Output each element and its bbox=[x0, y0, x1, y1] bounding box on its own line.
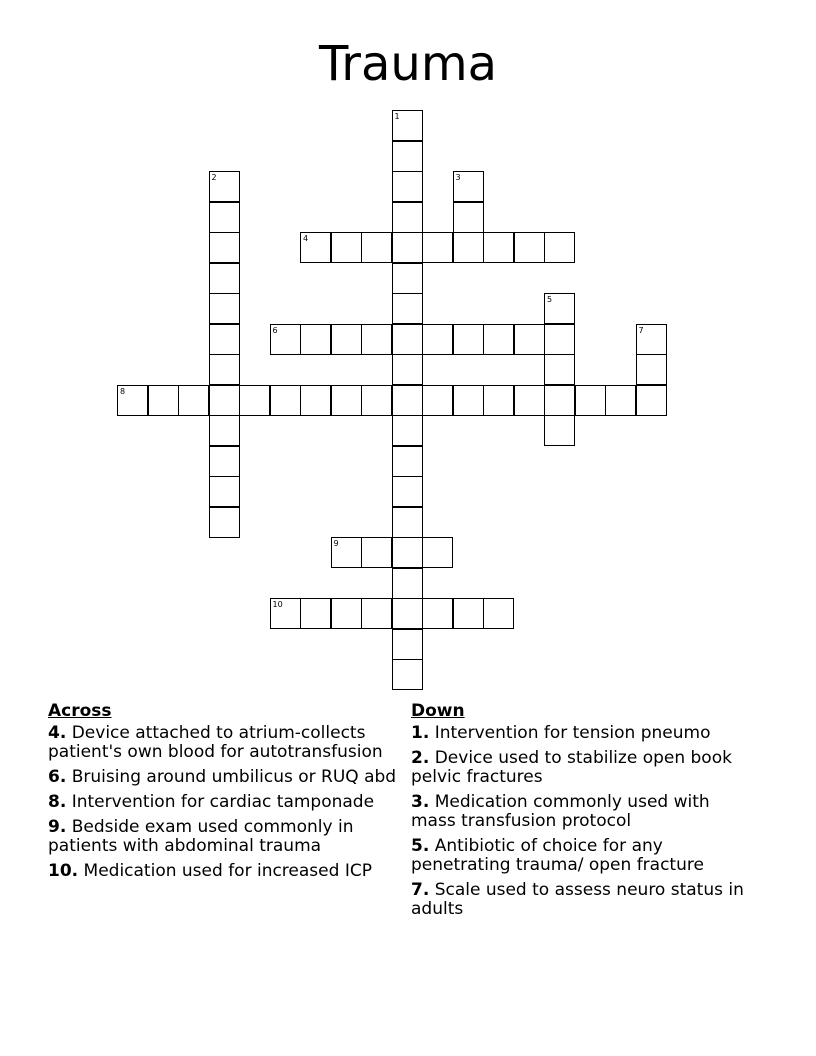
grid-clue-number: 7 bbox=[638, 325, 644, 335]
grid-cell[interactable] bbox=[361, 232, 392, 263]
grid-cell[interactable] bbox=[392, 659, 423, 690]
grid-cell[interactable] bbox=[392, 263, 423, 294]
grid-cell[interactable] bbox=[209, 415, 240, 446]
grid-cell[interactable] bbox=[544, 415, 575, 446]
grid-clue-number: 9 bbox=[333, 539, 339, 548]
down-clue-2: 2. Device used to stabilize open book pelvic fractures bbox=[411, 748, 732, 787]
grid-cell[interactable] bbox=[636, 385, 667, 416]
grid-cell[interactable] bbox=[453, 324, 484, 355]
grid-cell[interactable] bbox=[483, 232, 514, 263]
grid-cell[interactable] bbox=[514, 385, 545, 416]
grid-cell[interactable] bbox=[392, 202, 423, 233]
down-clue-3: 3. Medication commonly used with mass transfusion protocol bbox=[411, 792, 710, 831]
grid-cell[interactable] bbox=[178, 385, 209, 416]
grid-cell[interactable] bbox=[453, 385, 484, 416]
across-clue-9: 9. Bedside exam used commonly in patients with abdominal trauma bbox=[48, 817, 354, 856]
grid-cell[interactable] bbox=[209, 354, 240, 385]
grid-clue-number: 1 bbox=[394, 112, 400, 121]
down-heading: Down bbox=[411, 701, 465, 721]
grid-cell[interactable] bbox=[209, 446, 240, 477]
grid-cell[interactable] bbox=[392, 476, 423, 507]
grid-cell[interactable] bbox=[422, 385, 453, 416]
grid-cell[interactable] bbox=[392, 598, 423, 629]
across-clue-8: 8. Intervention for cardiac tamponade bbox=[48, 792, 375, 812]
grid-clue-number: 3 bbox=[455, 173, 461, 182]
grid-cell[interactable] bbox=[209, 476, 240, 507]
grid-cell[interactable] bbox=[392, 446, 423, 477]
grid-clue-number: 8 bbox=[120, 386, 126, 396]
grid-cell[interactable] bbox=[209, 293, 240, 324]
grid-cell[interactable] bbox=[392, 415, 423, 446]
grid-cell[interactable] bbox=[544, 354, 575, 385]
grid-cell[interactable] bbox=[270, 385, 301, 416]
grid-cell[interactable] bbox=[331, 324, 362, 355]
grid-cell[interactable] bbox=[422, 598, 453, 629]
grid-cell[interactable] bbox=[392, 385, 423, 416]
grid-cell[interactable] bbox=[331, 598, 362, 629]
puzzle-title: Trauma bbox=[318, 36, 497, 92]
grid-cell[interactable] bbox=[392, 507, 423, 538]
grid-clue-number: 2 bbox=[211, 173, 217, 182]
grid-cell[interactable] bbox=[422, 537, 453, 568]
grid-cell[interactable] bbox=[331, 232, 362, 263]
grid-cell[interactable] bbox=[148, 385, 179, 416]
grid-cell[interactable] bbox=[636, 354, 667, 385]
grid-cell[interactable] bbox=[209, 232, 240, 263]
grid-clue-number: 5 bbox=[547, 295, 553, 304]
grid-cell[interactable] bbox=[392, 354, 423, 385]
grid-cell[interactable] bbox=[300, 598, 331, 629]
grid-clue-number: 4 bbox=[303, 234, 309, 243]
grid-cell[interactable] bbox=[361, 598, 392, 629]
grid-cell[interactable] bbox=[514, 232, 545, 263]
down-clue-5: 5. Antibiotic of choice for any penetrating trauma/ open fracture bbox=[411, 836, 704, 875]
down-clues bbox=[411, 700, 751, 925]
grid-cell[interactable] bbox=[392, 629, 423, 660]
grid-cell[interactable] bbox=[361, 324, 392, 355]
grid-cell[interactable] bbox=[483, 324, 514, 355]
grid-cell[interactable] bbox=[483, 385, 514, 416]
grid-clue-number: 6 bbox=[272, 325, 278, 335]
grid-cell[interactable] bbox=[361, 537, 392, 568]
grid-cell[interactable] bbox=[392, 324, 423, 355]
down-clue-1: 1. Intervention for tension pneumo bbox=[411, 723, 711, 743]
grid-cell[interactable] bbox=[361, 385, 392, 416]
grid-cell[interactable] bbox=[422, 324, 453, 355]
grid-cell[interactable] bbox=[453, 202, 484, 233]
grid-cell[interactable] bbox=[300, 324, 331, 355]
grid-cell[interactable] bbox=[605, 385, 636, 416]
grid-cell[interactable] bbox=[453, 598, 484, 629]
grid-cell[interactable] bbox=[209, 263, 240, 294]
grid-cell[interactable] bbox=[331, 385, 362, 416]
grid-cell[interactable] bbox=[514, 324, 545, 355]
across-clue-10: 10. Medication used for increased ICP bbox=[48, 861, 372, 881]
grid-cell[interactable] bbox=[483, 598, 514, 629]
grid-cell[interactable] bbox=[209, 507, 240, 538]
across-clue-6: 6. Bruising around umbilicus or RUQ abd bbox=[48, 767, 397, 787]
grid-cell[interactable] bbox=[392, 537, 423, 568]
grid-cell[interactable] bbox=[209, 385, 240, 416]
grid-cell[interactable] bbox=[575, 385, 606, 416]
grid-cell[interactable] bbox=[300, 385, 331, 416]
grid-cell[interactable] bbox=[453, 232, 484, 263]
grid-cell[interactable] bbox=[392, 171, 423, 202]
grid-cell[interactable] bbox=[392, 141, 423, 172]
grid-cell[interactable] bbox=[392, 293, 423, 324]
grid-cell[interactable] bbox=[209, 202, 240, 233]
grid-cell[interactable] bbox=[209, 324, 240, 355]
across-clue-4: 4. Device attached to atrium-collects patient's own blood for autotransfusion bbox=[48, 723, 383, 762]
grid-cell[interactable] bbox=[422, 232, 453, 263]
across-clues bbox=[48, 700, 408, 887]
grid-clue-number: 10 bbox=[272, 600, 283, 609]
grid-cell[interactable] bbox=[239, 385, 270, 416]
grid-cell[interactable] bbox=[544, 232, 575, 263]
grid-cell[interactable] bbox=[544, 324, 575, 355]
down-clue-7: 7. Scale used to assess neuro status in adults bbox=[411, 880, 744, 919]
across-heading: Across bbox=[48, 701, 112, 721]
grid-cell[interactable] bbox=[544, 385, 575, 416]
grid-cell[interactable] bbox=[392, 232, 423, 263]
grid-cell[interactable] bbox=[392, 568, 423, 599]
